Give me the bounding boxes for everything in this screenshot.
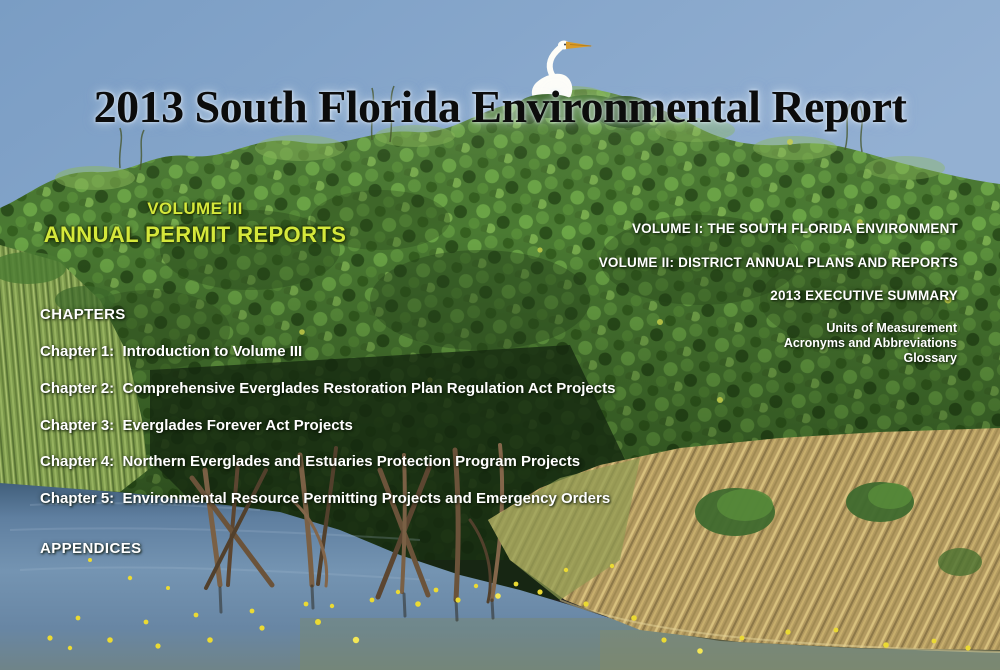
glossary-link[interactable]: Glossary	[903, 351, 957, 365]
volume-iii-title: ANNUAL PERMIT REPORTS	[43, 222, 347, 247]
page-title: 2013 South Florida Environmental Report	[93, 81, 907, 132]
volume-ii-link[interactable]: VOLUME II: DISTRICT ANNUAL PLANS AND REPORTS	[598, 255, 958, 270]
volume-i-link[interactable]: VOLUME I: THE SOUTH FLORIDA ENVIRONMENT	[631, 221, 958, 236]
chapter-1-link[interactable]: Chapter 1: Introduction to Volume III	[40, 343, 303, 360]
volume-iii-label: VOLUME III	[147, 199, 243, 218]
units-of-measurement-link[interactable]: Units of Measurement	[826, 321, 957, 335]
chapter-3-link[interactable]: Chapter 3: Everglades Forever Act Projects	[40, 417, 353, 434]
acronyms-abbreviations-link[interactable]: Acronyms and Abbreviations	[783, 336, 957, 350]
appendices-link[interactable]: APPENDICES	[40, 540, 142, 557]
chapter-4-link[interactable]: Chapter 4: Northern Everglades and Estuaries Protection Program Projects	[40, 453, 581, 470]
chapter-5-link[interactable]: Chapter 5: Environmental Resource Permitting Projects and Emergency Orders	[40, 490, 611, 507]
executive-summary-link[interactable]: 2013 EXECUTIVE SUMMARY	[770, 288, 958, 303]
chapter-2-link[interactable]: Chapter 2: Comprehensive Everglades Restoration Plan Regulation Act Projects	[40, 380, 616, 397]
chapters-heading: CHAPTERS	[40, 306, 126, 323]
